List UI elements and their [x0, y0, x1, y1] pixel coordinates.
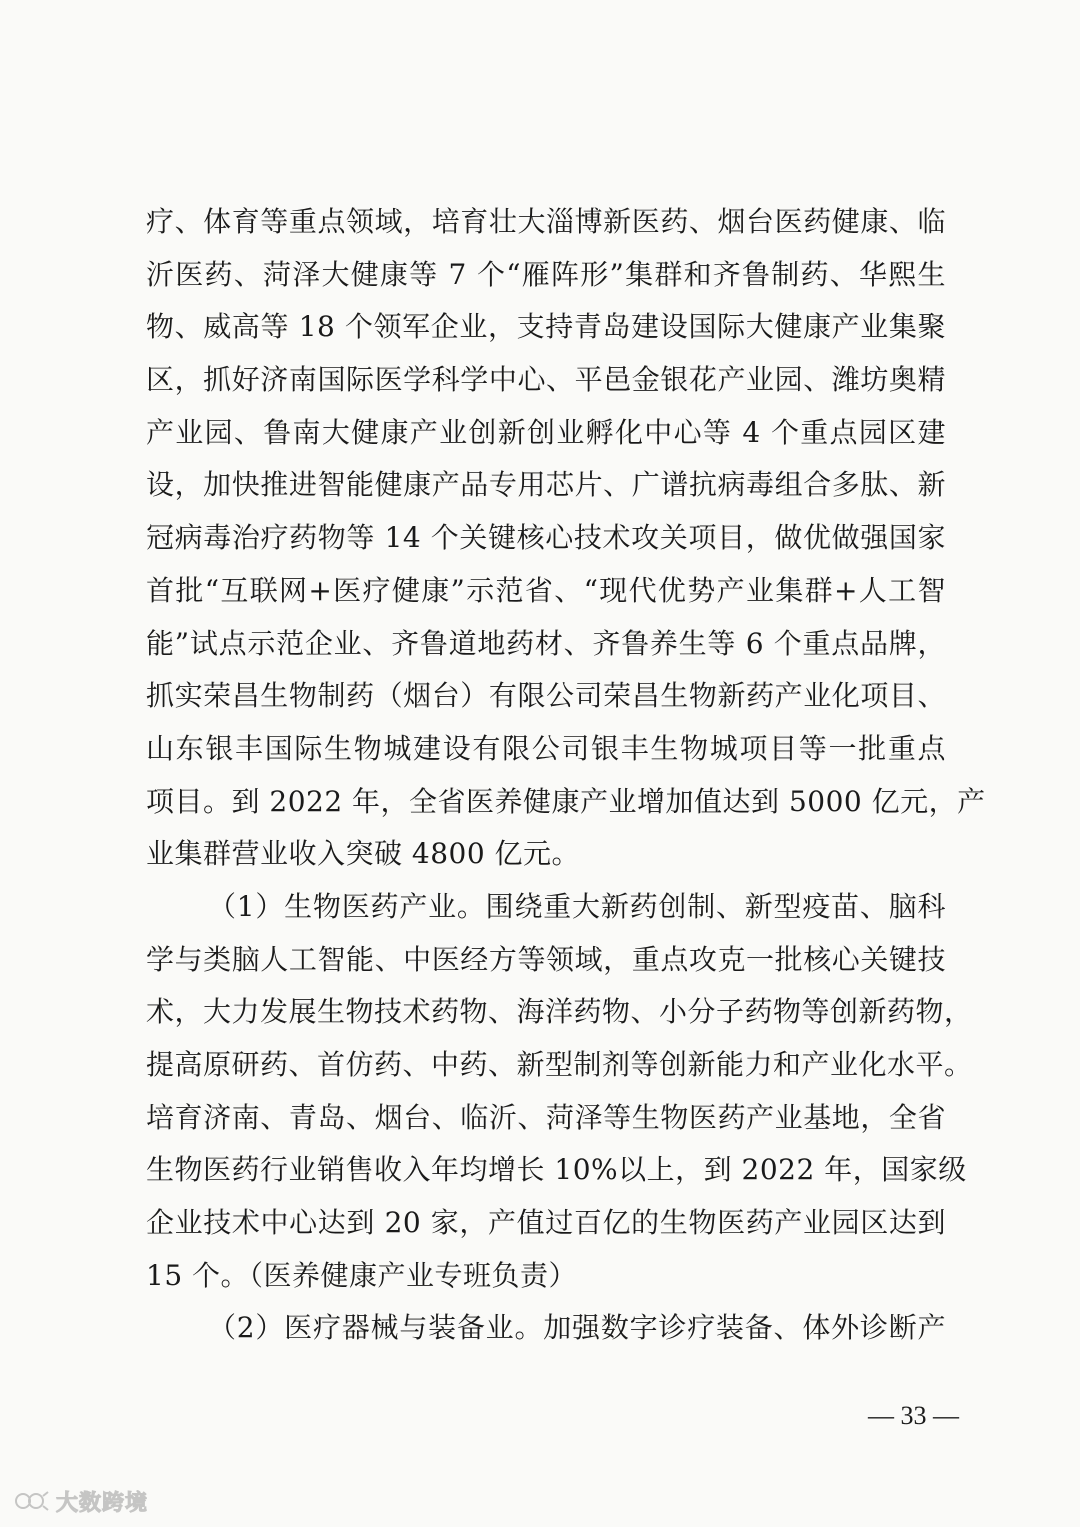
text-line: 学与类脑人工智能、中医经方等领域，重点攻克一批核心关键技	[146, 942, 946, 976]
text-line: （2）医疗器械与装备业。加强数字诊疗装备、体外诊断产	[208, 1311, 946, 1345]
logo-icon	[14, 1488, 50, 1514]
text-line: （1）生物医药产业。围绕重大新药创制、新型疫苗、脑科	[208, 889, 946, 923]
watermark-text: 大数跨境	[56, 1490, 149, 1516]
text-line: 培育济南、青岛、烟台、临沂、菏泽等生物医药产业基地，全省	[146, 1100, 946, 1134]
text-line: 术，大力发展生物技术药物、海洋药物、小分子药物等创新药物，	[146, 995, 973, 1029]
text-line: 生物医药行业销售收入年均增长 10%以上，到 2022 年，国家级	[146, 1153, 967, 1187]
body-text	[146, 196, 986, 1355]
text-line: 冠病毒治疗药物等 14 个关键核心技术攻关项目，做优做强国家	[146, 521, 946, 555]
text-line: 沂医药、菏泽大健康等 7 个“雁阵形”集群和齐鲁制药、华熙生	[146, 257, 946, 291]
text-line: 提高原研药、首仿药、中药、新型制剂等创新能力和产业化水平。	[146, 1048, 973, 1081]
text-line: 抓实荣昌生物制药（烟台）有限公司荣昌生物新药产业化项目、	[146, 679, 946, 713]
text-line: 企业技术中心达到 20 家，产值过百亿的生物医药产业园区达到	[146, 1206, 946, 1240]
text-line: 项目。到 2022 年，全省医养健康产业增加值达到 5000 亿元，产	[146, 784, 986, 818]
page-number: — 33 —	[868, 1401, 959, 1430]
text-line: 能”试点示范企业、齐鲁道地药材、齐鲁养生等 6 个重点品牌，	[146, 626, 946, 660]
text-line: 山东银丰国际生物城建设有限公司银丰生物城项目等一批重点	[146, 731, 946, 765]
text-line: 首批“互联网+医疗健康”示范省、“现代优势产业集群+人工智	[146, 573, 946, 607]
text-line: 设，加快推进智能健康产品专用芯片、广谱抗病毒组合多肽、新	[146, 468, 946, 502]
text-line: 区，抓好济南国际医学科学中心、平邑金银花产业园、潍坊奥精	[146, 363, 946, 397]
text-line: 产业园、鲁南大健康产业创新创业孵化中心等 4 个重点园区建	[146, 415, 946, 449]
text-line: 物、威高等 18 个领军企业，支持青岛建设国际大健康产业集聚	[146, 310, 946, 344]
text-line: 15 个。（医养健康产业专班负责）	[146, 1258, 578, 1292]
watermark	[14, 1484, 148, 1518]
text-line: 业集群营业收入突破 4800 亿元。	[146, 837, 581, 871]
text-line: 疗、体育等重点领域，培育壮大淄博新医药、烟台医药健康、临	[146, 205, 946, 238]
